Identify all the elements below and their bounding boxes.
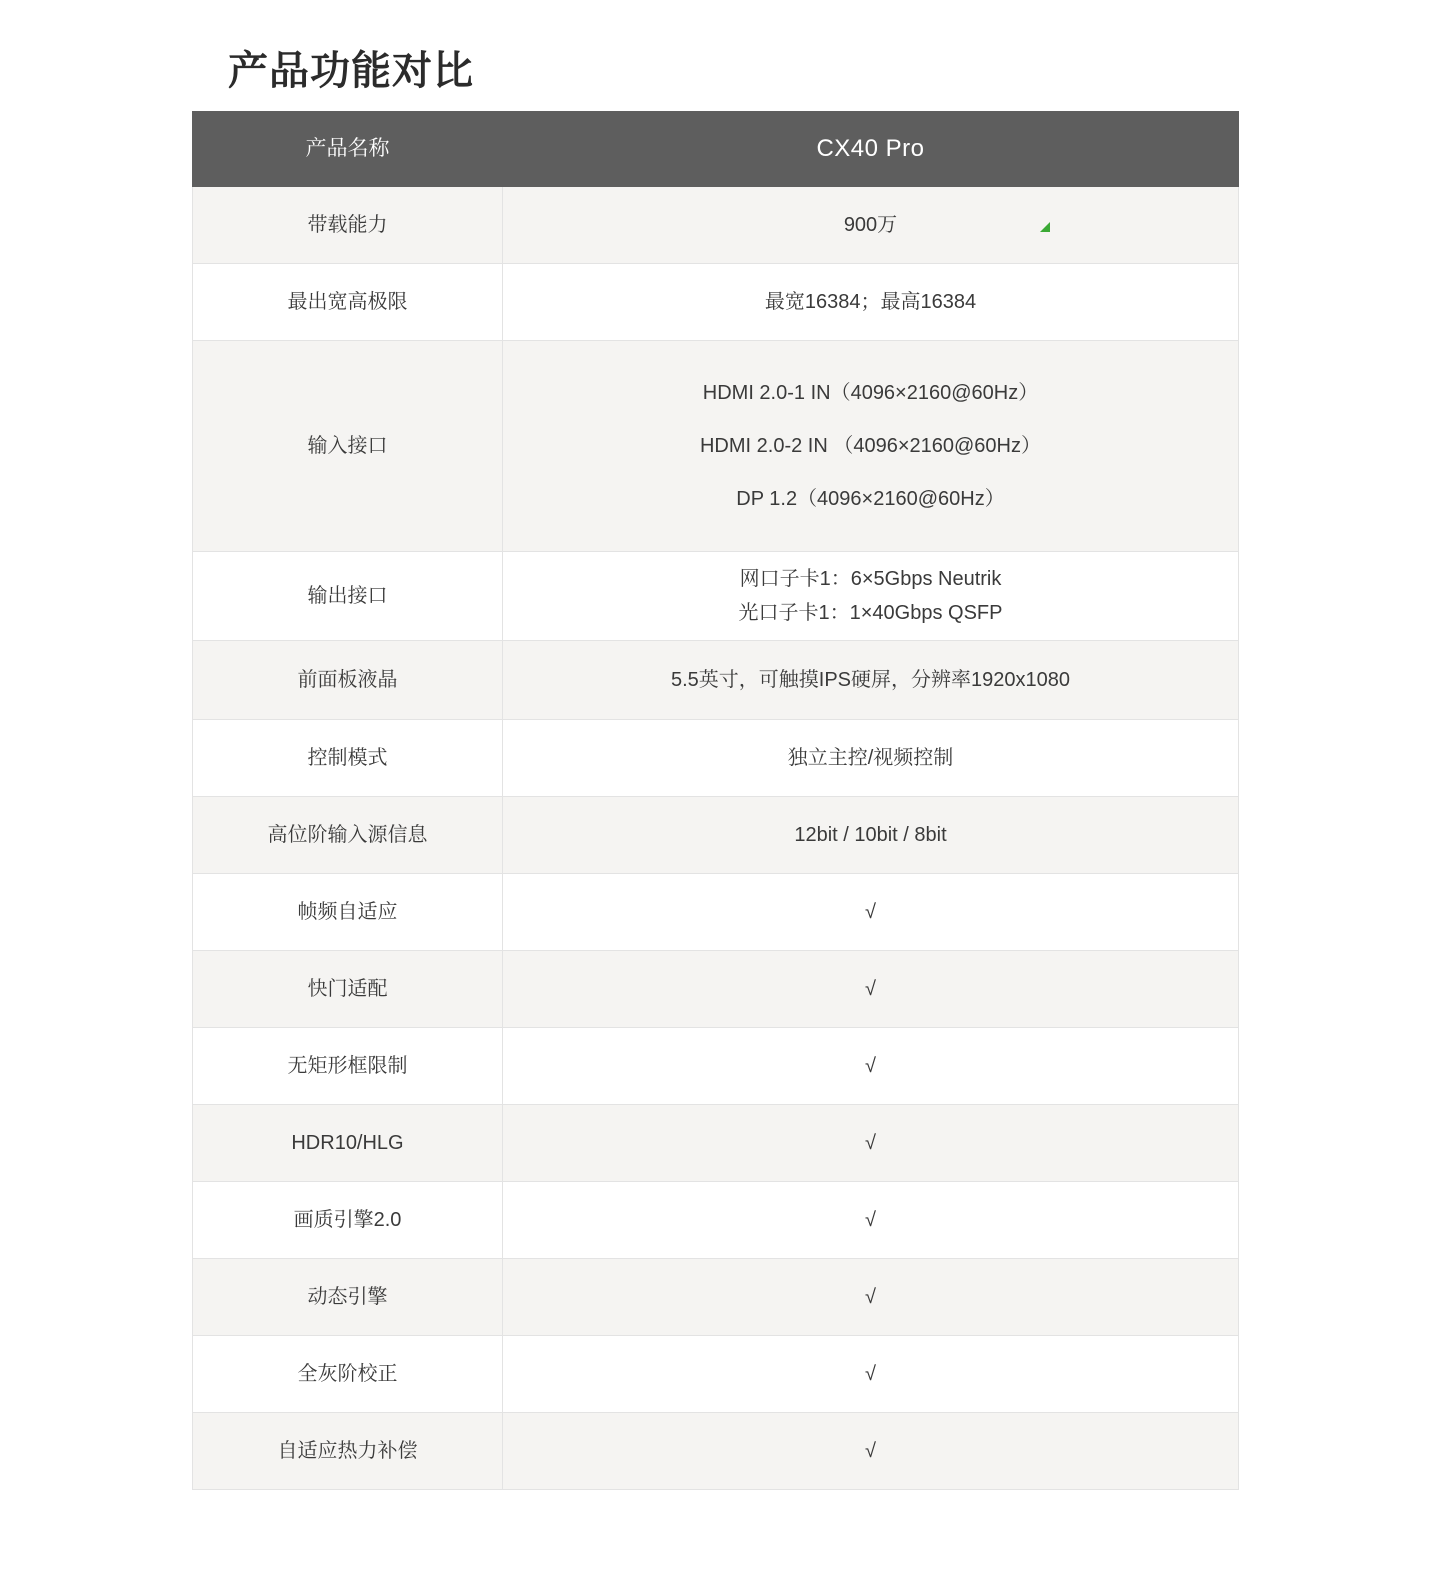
table-row	[193, 1259, 1239, 1336]
row-value: 12bit / 10bit / 8bit	[503, 797, 1239, 874]
table-row	[193, 951, 1239, 1028]
row-label: 无矩形框限制	[193, 1028, 503, 1105]
row-label: 最出宽高极限	[193, 264, 503, 341]
table-row	[193, 341, 1239, 552]
row-value-check: √	[503, 1336, 1239, 1413]
row-value-check: √	[503, 1259, 1239, 1336]
row-label: 快门适配	[193, 951, 503, 1028]
input-port-line: HDMI 2.0-2 IN （4096×2160@60Hz）	[699, 434, 1041, 457]
page-title: 产品功能对比	[228, 48, 474, 93]
table-row	[193, 1336, 1239, 1413]
input-port-line: HDMI 2.0-1 IN（4096×2160@60Hz）	[702, 381, 1039, 404]
table-row	[193, 797, 1239, 874]
row-value-check: √	[503, 1028, 1239, 1105]
row-value: 900万	[503, 187, 1239, 264]
row-value-check: √	[503, 1413, 1239, 1490]
row-label: 帧频自适应	[193, 874, 503, 951]
row-value-check: √	[503, 1182, 1239, 1259]
row-value-check: √	[503, 1105, 1239, 1182]
row-value: 5.5英寸，可触摸IPS硬屏，分辨率1920x1080	[503, 641, 1239, 720]
table-row	[193, 1028, 1239, 1105]
table-row	[193, 720, 1239, 797]
table-row	[193, 874, 1239, 951]
row-label: 画质引擎2.0	[193, 1182, 503, 1259]
row-label: 前面板液晶	[193, 641, 503, 720]
row-value-multiline	[503, 552, 1239, 641]
header-cell-product-name: 产品名称	[193, 112, 503, 187]
row-label: 带载能力	[193, 187, 503, 264]
row-label: 全灰阶校正	[193, 1336, 503, 1413]
table-body	[193, 187, 1239, 1490]
row-value: 独立主控/视频控制	[503, 720, 1239, 797]
row-value-check: √	[503, 874, 1239, 951]
row-label: 输出接口	[193, 552, 503, 641]
row-label: HDR10/HLG	[193, 1105, 503, 1182]
table-header	[193, 112, 1239, 187]
table-row	[193, 264, 1239, 341]
table-header-row	[193, 112, 1239, 187]
input-port-line: DP 1.2（4096×2160@60Hz）	[736, 487, 1005, 510]
table-row	[193, 552, 1239, 641]
row-value-check: √	[503, 951, 1239, 1028]
table-row	[193, 187, 1239, 264]
spec-table	[192, 111, 1239, 1490]
row-label: 输入接口	[193, 341, 503, 552]
table-row	[193, 1413, 1239, 1490]
table-row	[193, 1182, 1239, 1259]
row-label: 高位阶输入源信息	[193, 797, 503, 874]
output-port-line: 网口子卡1：6×5Gbps Neutrik	[739, 568, 1002, 590]
table-row	[193, 1105, 1239, 1182]
row-label: 控制模式	[193, 720, 503, 797]
table-row	[193, 641, 1239, 720]
output-port-line: 光口子卡1：1×40Gbps QSFP	[738, 602, 1003, 624]
row-value-multiline	[503, 341, 1239, 552]
row-label: 动态引擎	[193, 1259, 503, 1336]
spec-table-container	[192, 111, 1238, 1490]
row-label: 自适应热力补偿	[193, 1413, 503, 1490]
row-value: 最宽16384；最高16384	[503, 264, 1239, 341]
header-cell-product-model: CX40 Pro	[503, 112, 1239, 187]
